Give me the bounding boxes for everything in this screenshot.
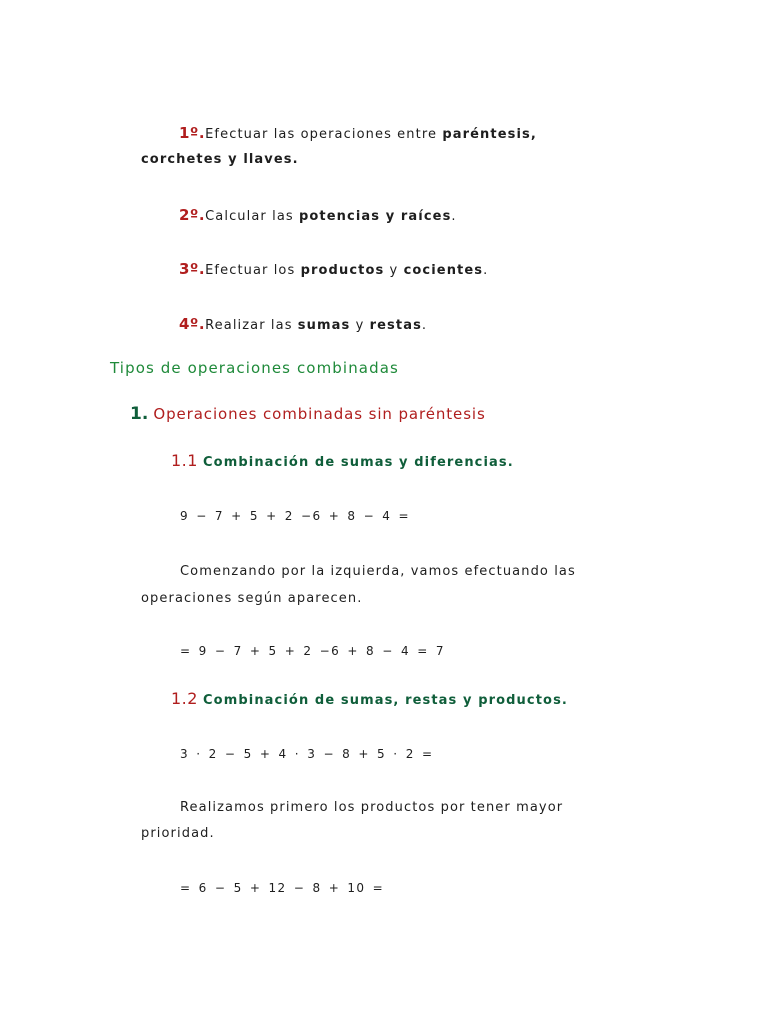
subheading-1-2-number: 1.2 [171, 689, 198, 708]
sub1-explanation-line-2: operaciones según aparecen. [141, 591, 363, 606]
sub1-expression: 9 − 7 + 5 + 2 −6 + 8 − 4 = [180, 509, 410, 523]
step-3-number: 3º. [179, 260, 206, 278]
step-3 [179, 259, 488, 278]
sub2-expression: 3 · 2 − 5 + 4 · 3 − 8 + 5 · 2 = [180, 747, 434, 761]
step-3-end: . [483, 263, 489, 278]
step-3-text: Efectuar los [205, 263, 301, 278]
sub2-explanation-line-2: prioridad. [141, 826, 215, 841]
step-4-connector: y [350, 318, 370, 333]
step-4-bold-2: restas [369, 318, 422, 333]
step-3-bold-1: productos [300, 263, 385, 278]
step-1-text: Efectuar las operaciones entre [205, 127, 443, 142]
step-4-text: Realizar las [205, 318, 298, 333]
heading-1 [130, 404, 486, 424]
step-1-bold: paréntesis, [442, 127, 537, 142]
step-1-number: 1º. [179, 124, 206, 142]
sub1-result: = 9 − 7 + 5 + 2 −6 + 8 − 4 = 7 [180, 644, 445, 658]
step-2 [179, 205, 457, 224]
step-1-line-2: corchetes y llaves. [141, 152, 299, 167]
step-1-line-1 [179, 123, 537, 142]
step-2-bold: potencias y raíces [299, 209, 452, 224]
subheading-1-2 [171, 689, 568, 708]
step-4 [179, 314, 427, 333]
subheading-1-1-title: Combinación de sumas y diferencias. [203, 455, 514, 470]
sub2-explanation-line-1: Realizamos primero los productos por tener mayor [180, 800, 564, 815]
sub2-result: = 6 − 5 + 12 − 8 + 10 = [180, 881, 385, 895]
subheading-1-2-title: Combinación de sumas, restas y productos. [203, 693, 568, 708]
step-4-end: . [421, 318, 428, 333]
step-4-number: 4º. [179, 315, 206, 333]
step-4-bold-1: sumas [297, 318, 351, 333]
heading-1-number: 1. [130, 404, 149, 424]
step-2-number: 2º. [179, 206, 206, 224]
step-3-bold-2: cocientes [403, 263, 484, 278]
section-title: Tipos de operaciones combinadas [110, 359, 399, 377]
heading-1-text: Operaciones combinadas sin paréntesis [153, 405, 486, 423]
sub1-explanation-line-1: Comenzando por la izquierda, vamos efectuando las [180, 564, 576, 579]
step-2-end: . [451, 209, 457, 224]
subheading-1-1 [171, 451, 514, 470]
step-3-connector: y [384, 263, 404, 278]
step-2-text: Calcular las [205, 209, 299, 224]
subheading-1-1-number: 1.1 [171, 451, 198, 470]
